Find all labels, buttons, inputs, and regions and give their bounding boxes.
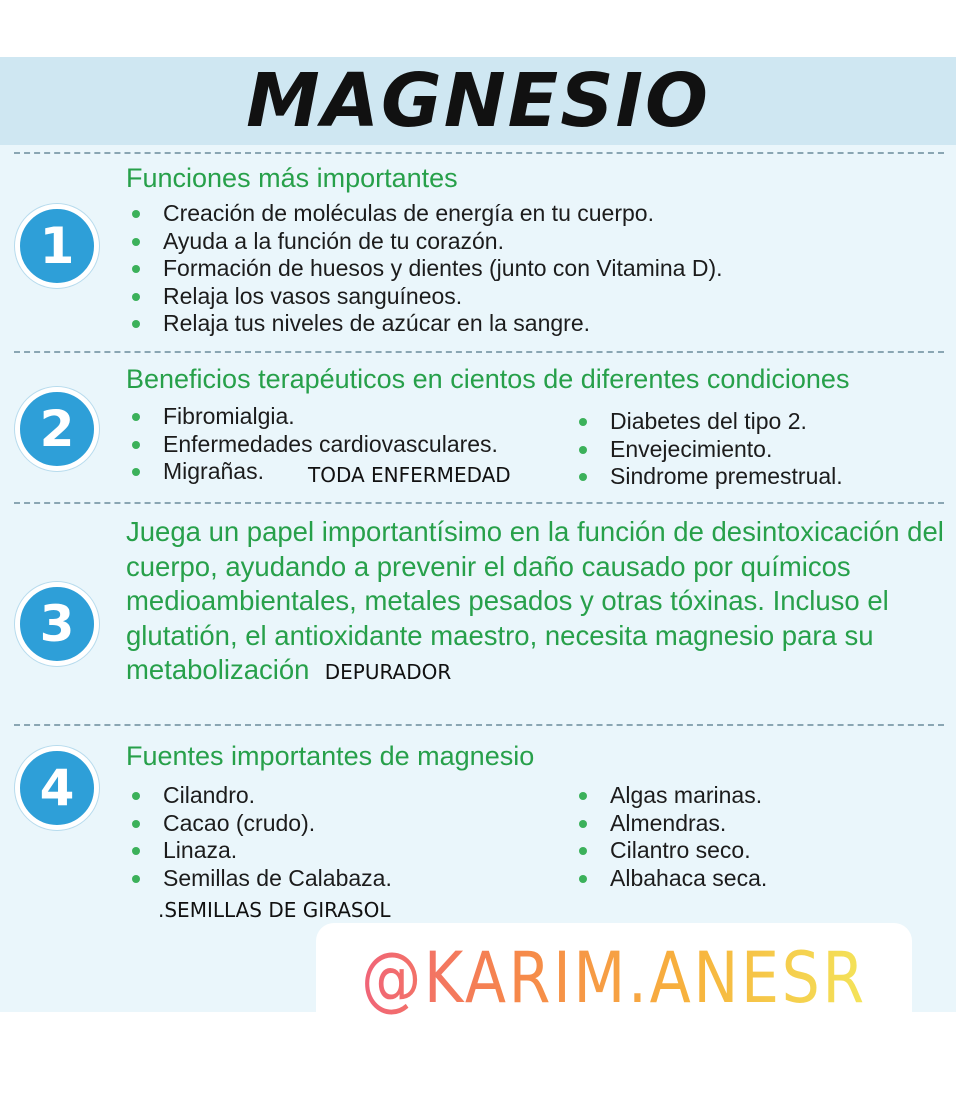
detox-paragraph: Juega un papel importantísimo en la función de desintoxicación del cuerpo, ayudando a prevenir el daño causado por químicos medioambientales, metales pesados y otras tóxinas. Incluso el glutatión, el antioxidante maestro, necesita magnesio para su metabolización DEPURADOR	[126, 516, 944, 685]
section-number-badge: 4	[15, 746, 99, 830]
section-heading: Funciones más importantes	[126, 163, 458, 193]
list-item: Sindrome premestrual.	[573, 463, 843, 491]
bullet-icon	[132, 441, 140, 449]
list-item: Linaza.	[126, 837, 392, 865]
section-number-badge: 3	[15, 582, 99, 666]
watermark-handle: @KARIM.ANESR	[358, 937, 871, 1019]
bullet-icon	[579, 847, 587, 855]
list-item: Cacao (crudo).	[126, 810, 392, 838]
section-divider	[14, 724, 944, 726]
list-item: Diabetes del tipo 2.	[573, 408, 843, 436]
section-number-badge: 1	[15, 204, 99, 288]
overlay-note: TODA ENFERMEDAD	[308, 463, 511, 487]
bullet-icon	[579, 875, 587, 883]
bullet-icon	[579, 473, 587, 481]
bullet-icon	[579, 446, 587, 454]
bullet-icon	[579, 820, 587, 828]
section-number-badge: 2	[15, 387, 99, 471]
list-item: Almendras.	[573, 810, 767, 838]
sources-list-right	[573, 782, 767, 892]
bullet-icon	[132, 265, 140, 273]
list-item: Albahaca seca.	[573, 865, 767, 893]
section-heading: Beneficios terapéuticos en cientos de diferentes condiciones	[126, 364, 850, 394]
list-item: Migrañas.	[126, 458, 498, 486]
bullet-icon	[132, 847, 140, 855]
list-item: Relaja los vasos sanguíneos.	[126, 283, 723, 311]
bullet-icon	[132, 792, 140, 800]
bullet-icon	[579, 792, 587, 800]
page-title: MAGNESIO	[246, 58, 710, 144]
section-divider	[14, 351, 944, 353]
list-item: Fibromialgia.	[126, 403, 498, 431]
list-item: Creación de moléculas de energía en tu cuerpo.	[126, 200, 723, 228]
overlay-note: DEPURADOR	[324, 660, 452, 684]
list-item: Ayuda a la función de tu corazón.	[126, 228, 723, 256]
watermark-box	[316, 923, 912, 1051]
overlay-note: .SEMILLAS DE GIRASOL	[158, 898, 391, 922]
bullet-icon	[132, 320, 140, 328]
list-item: Enfermedades cardiovasculares.	[126, 431, 498, 459]
functions-list	[126, 200, 723, 338]
list-item: Relaja tus niveles de azúcar en la sangre.	[126, 310, 723, 338]
benefits-list-right	[573, 408, 843, 491]
section-divider	[14, 152, 944, 154]
list-item: Algas marinas.	[573, 782, 767, 810]
bullet-icon	[132, 210, 140, 218]
bullet-icon	[132, 820, 140, 828]
title-band	[0, 57, 956, 145]
sources-list-left	[126, 782, 392, 892]
bullet-icon	[132, 293, 140, 301]
section-heading: Fuentes importantes de magnesio	[126, 741, 535, 771]
list-item: Formación de huesos y dientes (junto con Vitamina D).	[126, 255, 723, 283]
bullet-icon	[132, 875, 140, 883]
bullet-icon	[132, 238, 140, 246]
section-divider	[14, 502, 944, 504]
list-item: Envejecimiento.	[573, 436, 843, 464]
bullet-icon	[132, 413, 140, 421]
bullet-icon	[579, 418, 587, 426]
list-item: Semillas de Calabaza.	[126, 865, 392, 893]
bullet-icon	[132, 468, 140, 476]
list-item: Cilandro.	[126, 782, 392, 810]
list-item: Cilantro seco.	[573, 837, 767, 865]
